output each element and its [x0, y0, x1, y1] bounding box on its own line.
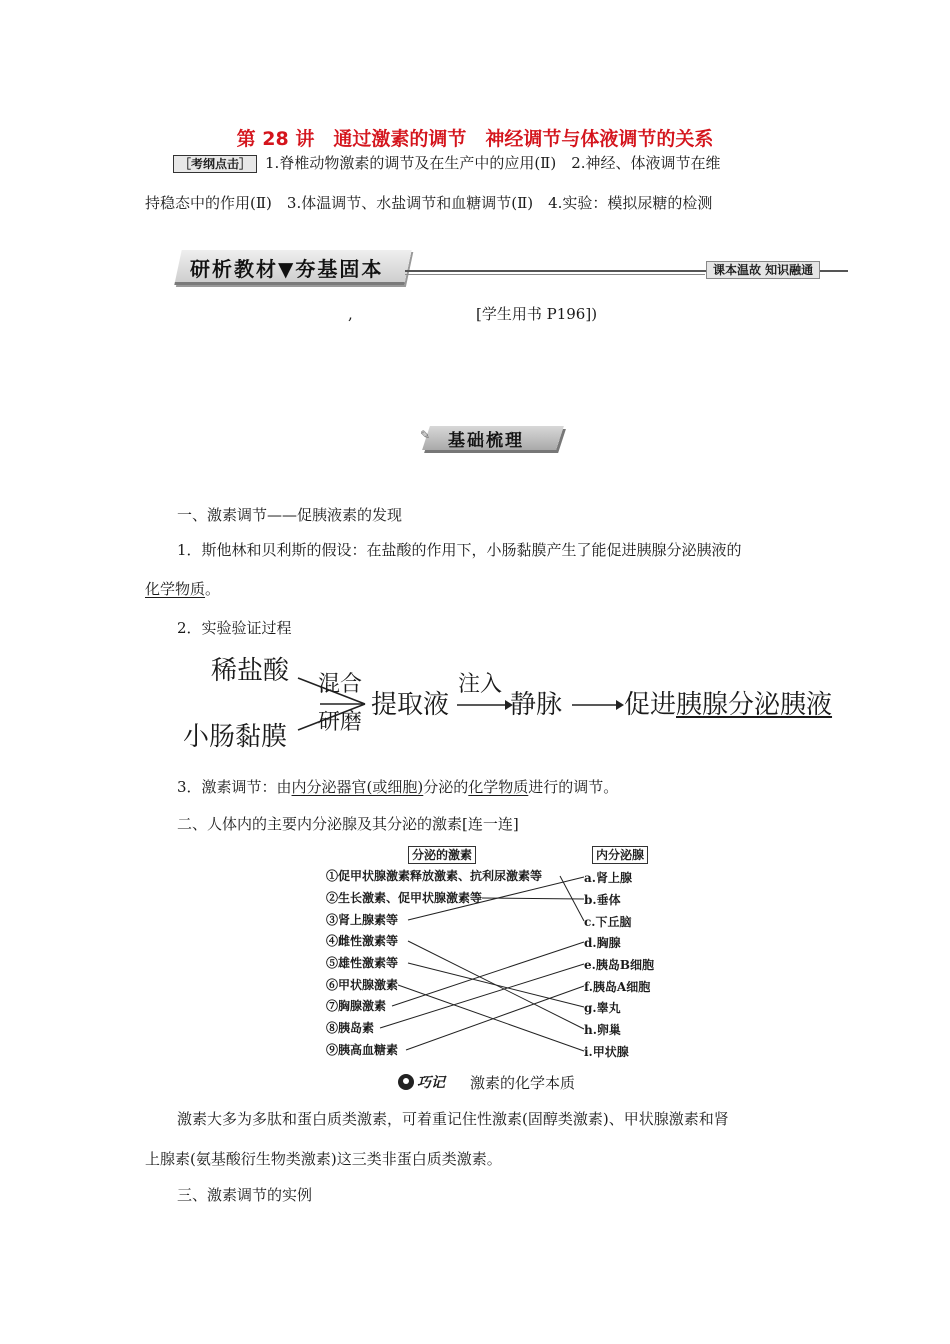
section-banner-label: 研析教材▼夯基固本	[190, 257, 384, 281]
hormone-item: ⑦胸腺激素	[326, 999, 387, 1013]
hormone-item: ⑤雄性激素等	[326, 956, 399, 970]
gland-item: g.睾丸	[584, 1001, 621, 1015]
section-banner-tag: 课本温故 知识融通	[706, 261, 820, 279]
section1-heading: 一、激素调节——促胰液素的发现	[177, 506, 403, 524]
tip-badge	[398, 1072, 445, 1092]
hormone-item: ③肾上腺素等	[326, 913, 399, 927]
tip-line-1: 激素大多为多肽和蛋白质类激素，可着重记住性激素(固醇类激素)、甲状腺激素和肾	[177, 1110, 729, 1128]
memory-icon	[398, 1074, 414, 1090]
sub-banner-deco-icon: ✎	[420, 428, 431, 442]
section1-p2: 2．实验验证过程	[177, 619, 292, 637]
section1-p3-e: 进行的调节。	[528, 778, 619, 796]
hormone-item: ④雌性激素等	[326, 934, 399, 948]
hormone-item: ⑨胰高血糖素	[326, 1043, 399, 1057]
page-title: 第 28 讲 通过激素的调节 神经调节与体液调节的关系	[236, 128, 714, 150]
section1-p1-line1: 1．斯他林和贝利斯的假设：在盐酸的作用下，小肠黏膜产生了能促进胰腺分泌胰液的	[177, 541, 742, 559]
flow-vein: 静脉	[510, 690, 563, 720]
section3-heading: 三、激素调节的实例	[177, 1186, 313, 1204]
section1-p3-c: 分泌的	[423, 778, 469, 796]
flow-op-grind: 研磨	[318, 710, 363, 735]
answer-endocrine-organ: 内分泌器官(或细胞)	[291, 778, 424, 796]
flow-op-mix: 混合	[318, 672, 363, 697]
flow-input-hcl: 稀盐酸	[211, 656, 290, 686]
gland-item: c.下丘脑	[584, 915, 632, 929]
match-left-header: 分泌的激素	[408, 846, 476, 864]
hormone-item: ⑥甲状腺激素	[326, 978, 399, 992]
gland-item: b.垂体	[584, 893, 621, 907]
gland-item: h.卵巢	[584, 1023, 621, 1037]
section1-p1-end: 。	[205, 580, 221, 598]
gland-item: d.胸腺	[584, 936, 621, 950]
section1-p3-a: 3．激素调节：由	[177, 778, 292, 796]
outline-badge: ［考纲点击］	[173, 155, 257, 173]
outline-line-2: 持稳态中的作用(Ⅱ) 3.体温调节、水盐调节和血糖调节(Ⅱ) 4.实验：模拟尿糖的检测	[145, 194, 713, 212]
flow-extract: 提取液	[371, 690, 450, 720]
flow-input-mucosa: 小肠黏膜	[183, 722, 288, 752]
section2-heading: 二、人体内的主要内分泌腺及其分泌的激素[连一连]	[177, 815, 519, 833]
outline-line-1	[173, 153, 721, 173]
sub-banner-label: 基础梳理	[448, 431, 524, 451]
section1-p3	[177, 776, 618, 798]
outline-text-1: 1.脊椎动物激素的调节及在生产中的应用(Ⅱ) 2.神经、体液调节在维	[265, 154, 721, 172]
answer-chemical-substance: 化学物质	[145, 580, 206, 598]
section1-p1-line2	[145, 578, 220, 600]
hormone-item: ①促甲状腺激素释放激素、抗利尿激素等	[326, 869, 543, 883]
match-right-header: 内分泌腺	[592, 846, 648, 864]
gland-item: a.肾上腺	[584, 871, 632, 885]
flow-arrow-inject	[455, 698, 515, 712]
tip-title: 激素的化学本质	[470, 1074, 576, 1092]
answer-chemical-substance-2: 化学物质	[468, 778, 529, 796]
gland-item: e.胰岛B细胞	[584, 958, 654, 972]
flow-result-answer: 胰腺分泌胰液	[676, 690, 833, 720]
hormone-item: ⑧胰岛素	[326, 1021, 375, 1035]
flow-result	[624, 690, 832, 720]
ref-comma: ,	[348, 305, 353, 323]
flow-arrow-result	[570, 698, 626, 712]
gland-item: i.甲状腺	[584, 1045, 629, 1059]
tip-line-2: 上腺素(氨基酸衍生物类激素)这三类非蛋白质类激素。	[145, 1150, 502, 1168]
flow-result-prefix: 促进	[624, 690, 677, 720]
ref-text: [学生用书 P196])	[476, 305, 598, 323]
flow-inject-label: 注入	[458, 672, 503, 697]
hormone-item: ②生长激素、促甲状腺激素等	[326, 891, 483, 905]
section-banner-rule-thin	[405, 274, 705, 275]
tip-label: 巧记	[417, 1075, 445, 1091]
gland-item: f.胰岛A细胞	[584, 980, 651, 994]
